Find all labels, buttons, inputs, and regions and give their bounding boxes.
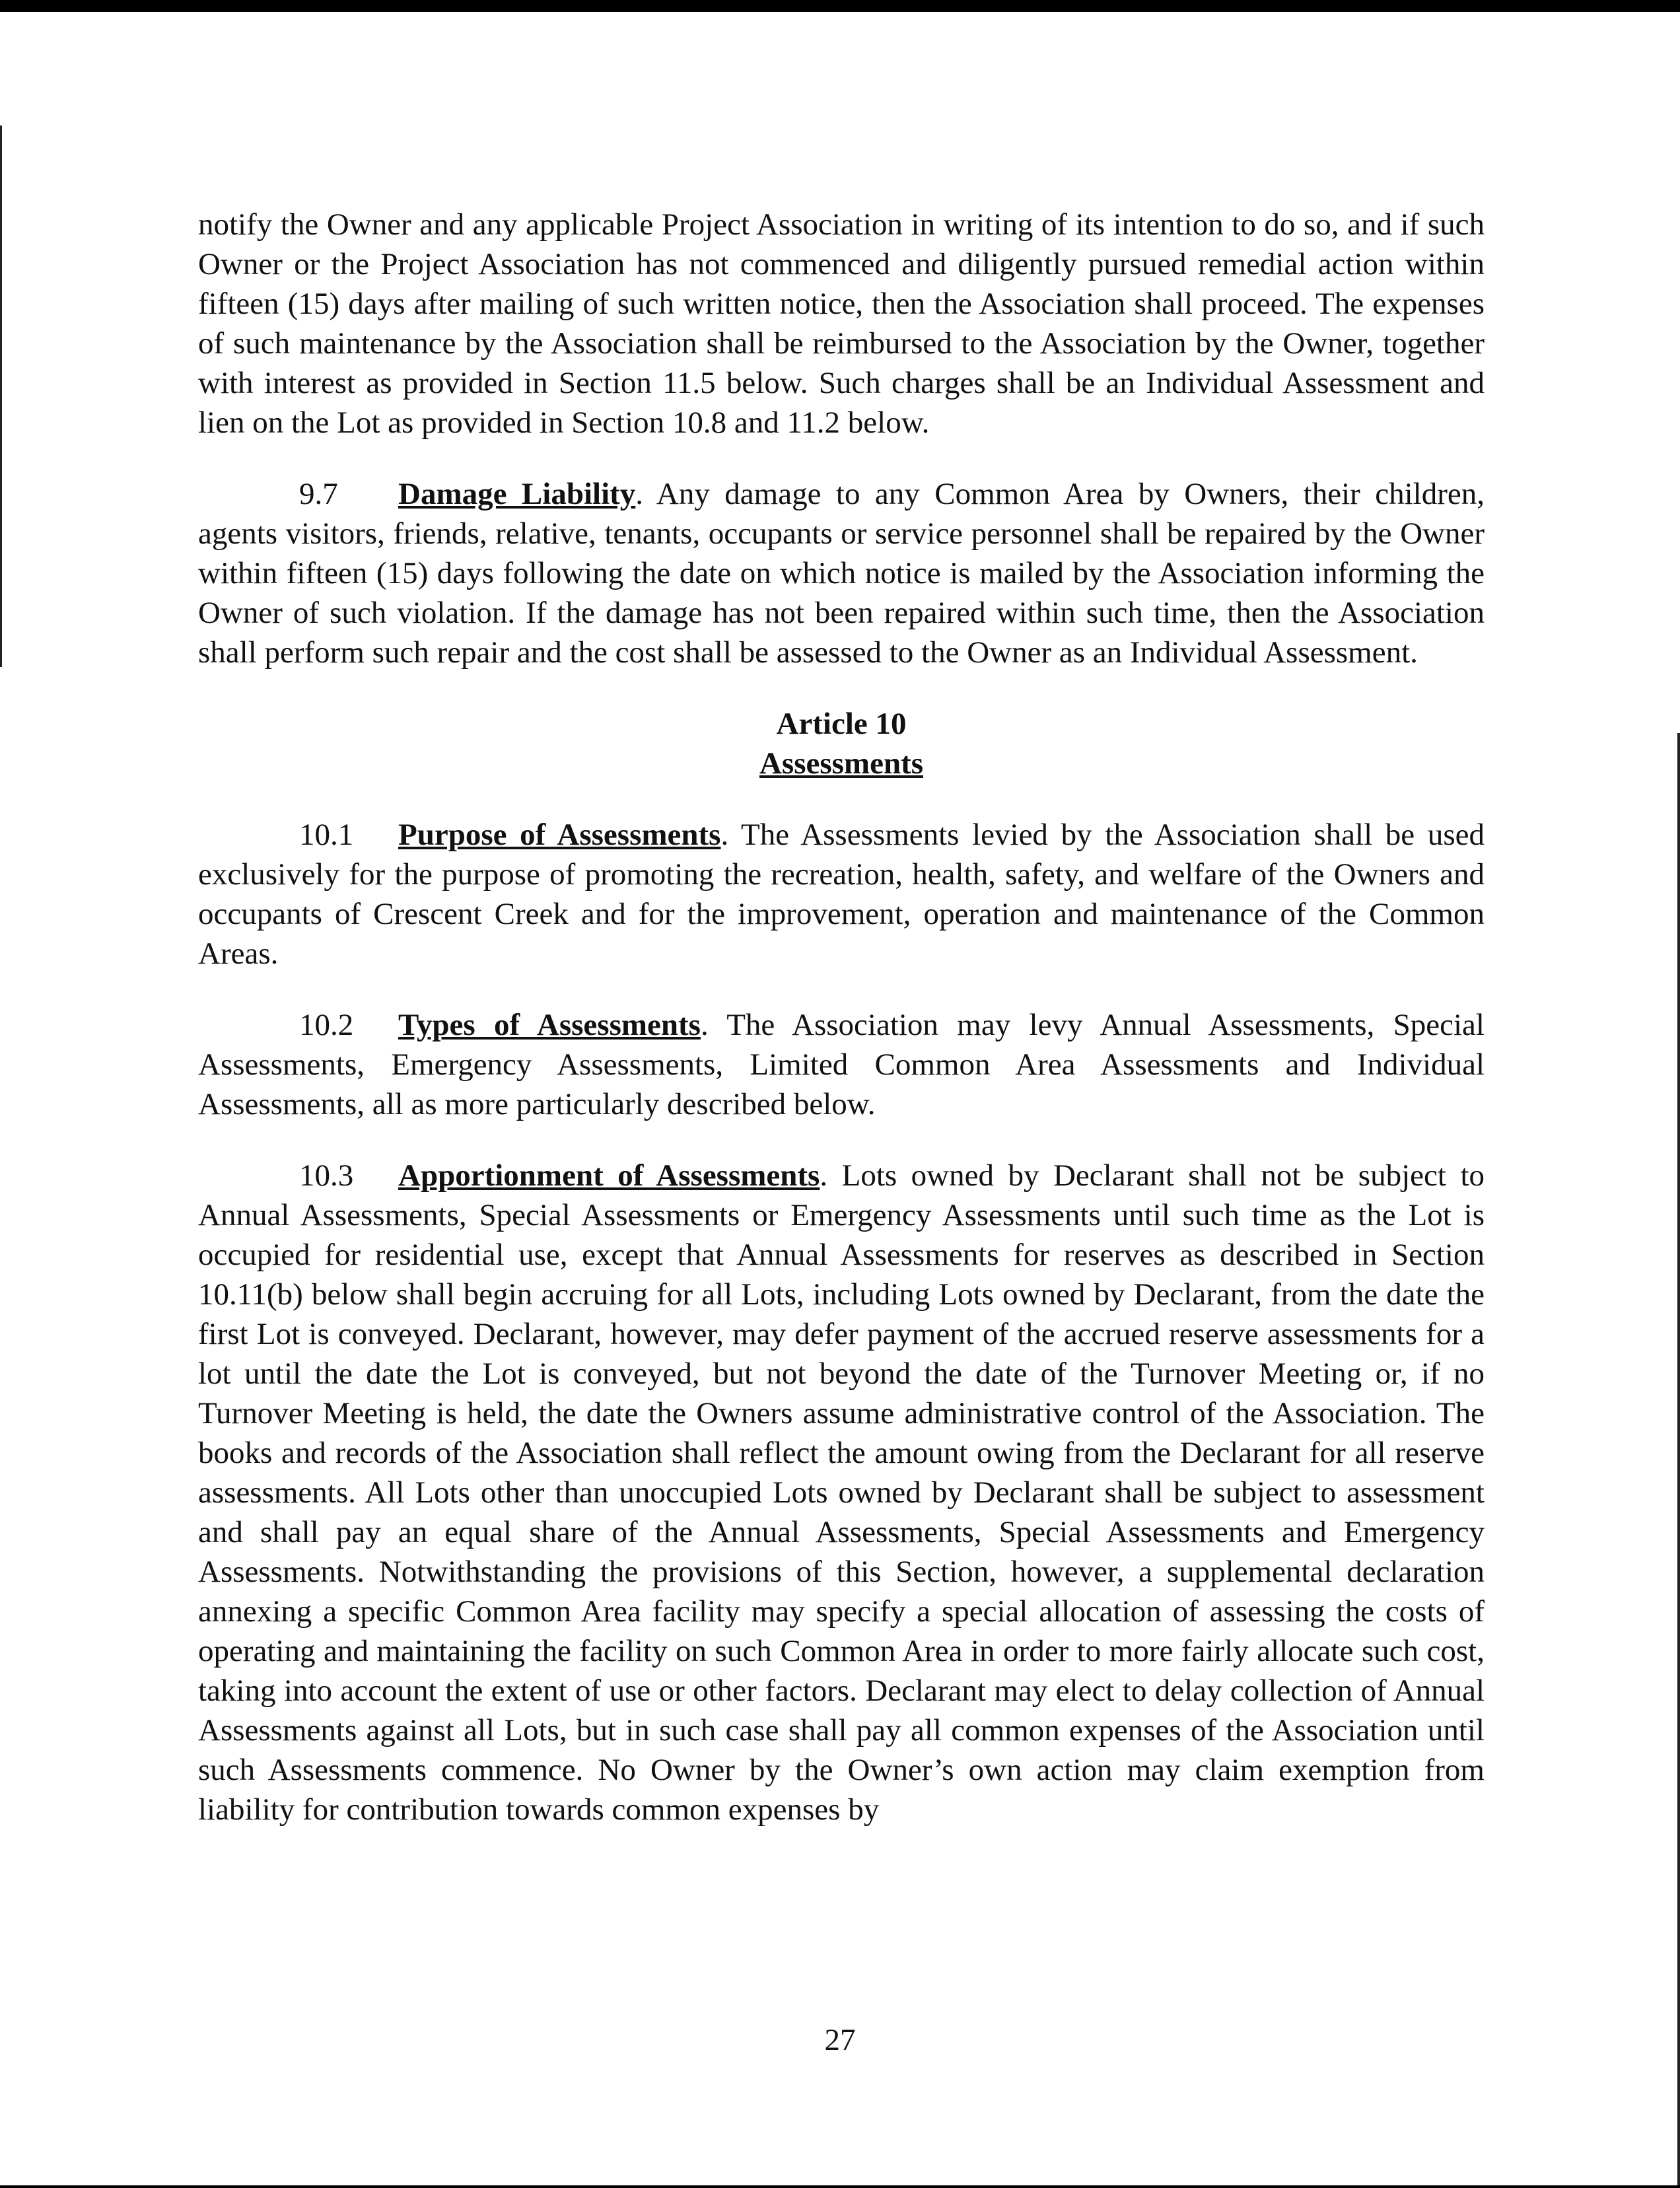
article-label: Article 10 xyxy=(776,707,907,741)
article-title: Assessments xyxy=(759,746,924,781)
scan-border-right xyxy=(1677,733,1680,2188)
section-body: . Lots owned by Declarant shall not be subject to Annual Assessments, Special Assessments or Emergency Assessments until such time as the Lot is occupied for residential use, except that Annual Assessments for reserves as described in Section 10.11(b) below shall begin accruing for all Lots, including Lots owned by Declarant, from the date the first Lot is conveyed. Declarant, however, may defer payment of the accrued reserve assessments for a lot until the date the Lot is conveyed, but not beyond the date of the Turnover Meeting or, if no Turnover Meeting is held, the date the Owners assume administrative control of the Association. The books and records of the Association shall reflect the amount owing from the Declarant for all reserve assessments. All Lots other than unoccupied Lots owned by Declarant shall be subject to assessment and shall pay an equal share of the Annual Assessments, Special Assessments and Emergency Assessments. Notwithstanding the provisions of this Section, however, a supplemental declaration annexing a specific Common Area facility may specify a special allocation of assessing the costs of operating and maintaining the facility on such Common Area in order to more fairly allocate such cost, taking into account the extent of use or other factors. Declarant may elect to delay collection of Annual Assessments against all Lots, but in such case shall pay all common expenses of the Association until such Assessments commence. No Owner by the Owner’s own action may claim exemption from liability for contribution towards common expenses by xyxy=(198,1158,1485,1827)
section-title: Purpose of Assessments xyxy=(398,818,721,852)
scan-border-bottom xyxy=(0,2185,1680,2188)
scan-border-top xyxy=(0,0,1680,12)
article-heading xyxy=(198,704,1485,783)
section-number: 10.3 xyxy=(299,1158,354,1193)
section-body: . The Assessments levied by the Association shall be used exclusively for the purpose of promoting the recreation, health, safety, and welfare of the Owners and occupants of Crescent Creek and for the improvement, operation and maintenance of the Common Areas. xyxy=(198,818,1485,971)
section-title: Apportionment of Assessments xyxy=(398,1158,820,1193)
section-number: 9.7 xyxy=(299,477,338,511)
document-body xyxy=(198,205,1485,1829)
section-body: . The Association may levy Annual Assessments, Special Assessments, Emergency Assessments, Limited Common Area Assessments and Individual Assessments, all as more particularly described below. xyxy=(198,1008,1485,1121)
section-9-7 xyxy=(198,474,1485,672)
section-body: . Any damage to any Common Area by Owners, their children, agents visitors, friends, relative, tenants, occupants or service personnel shall be repaired by the Owner within fifteen (15) days following the date on which notice is mailed by the Association informing the Owner of such violation. If the damage has not been repaired within such time, then the Association shall perform such repair and the cost shall be assessed to the Owner as an Individual Assessment. xyxy=(198,477,1485,670)
section-title: Types of Assessments xyxy=(398,1008,701,1042)
page-number: 27 xyxy=(824,2023,856,2057)
section-number: 10.2 xyxy=(299,1008,354,1042)
section-title: Damage Liability xyxy=(398,477,636,511)
section-10-3 xyxy=(198,1156,1485,1829)
section-10-1 xyxy=(198,815,1485,973)
scan-border-left xyxy=(0,125,2,667)
section-10-2 xyxy=(198,1005,1485,1124)
intro-paragraph: notify the Owner and any applicable Project Association in writing of its intention to do so, and if such Owner or the Project Association has not commenced and diligently pursued remedial action within fifteen (15) days after mailing of such written notice, then the Association shall proceed. The expenses of such maintenance by the Association shall be reimbursed to the Association by the Owner, together with interest as provided in Section 11.5 below. Such charges shall be an Individual Assessment and lien on the Lot as provided in Section 10.8 and 11.2 below. xyxy=(198,207,1485,440)
section-number: 10.1 xyxy=(299,818,354,852)
